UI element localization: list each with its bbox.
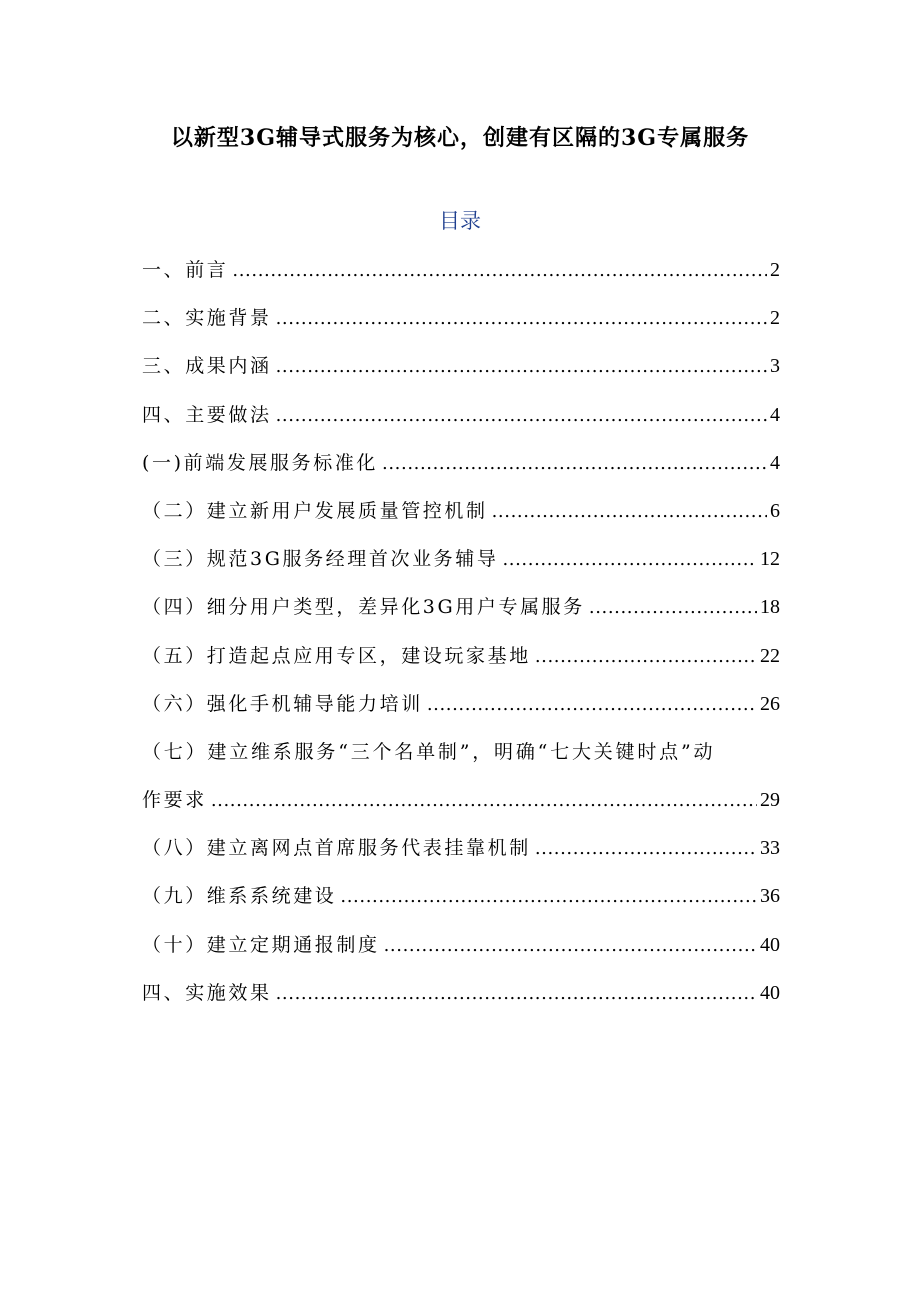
toc-entry-label: 作要求 (142, 789, 207, 812)
toc-entry-sub-6[interactable] (142, 684, 780, 732)
toc-entry-page: 2 (770, 307, 780, 330)
toc-leader-dots (232, 251, 767, 291)
toc-entry-label: 一、前言 (142, 259, 229, 281)
toc-entry-page: 18 (760, 596, 780, 619)
toc-entry-sub-2[interactable] (142, 491, 780, 539)
toc-entry-label: （五）打造起点应用专区，建设玩家基地 (142, 644, 531, 667)
toc-entry-page: 4 (770, 403, 780, 426)
toc-heading: 目录 (439, 209, 481, 233)
toc-leader-dots (384, 926, 757, 966)
toc-entry-page: 36 (760, 885, 780, 908)
toc-entry-main-practices[interactable] (142, 395, 780, 443)
toc-entry-label: (一)前端发展服务标准化 (142, 451, 379, 474)
toc-entry-label: （九）维系系统建设 (142, 885, 337, 908)
toc-entry-connotation[interactable] (142, 346, 780, 394)
toc-leader-dots (276, 299, 767, 339)
toc-entry-label: （四）细分用户类型，差异化3G用户专属服务 (142, 596, 585, 619)
toc-entry-label: （七）建立维系服务“三个名单制”，明确“七大关键时点”动 (142, 740, 716, 763)
toc-entry-sub-7-line2[interactable] (142, 780, 780, 828)
toc-entry-page: 3 (770, 355, 780, 378)
toc-leader-dots (276, 974, 757, 1014)
toc-leader-dots (589, 588, 757, 628)
toc-leader-dots (427, 685, 757, 725)
document-title: 以新型3G辅导式服务为核心，创建有区隔的3G专属服务 (170, 125, 750, 151)
toc-entry-page: 22 (760, 644, 780, 667)
toc-entry-label: 四、实施效果 (142, 981, 272, 1004)
toc-entry-label: （三）规范3G服务经理首次业务辅导 (142, 548, 499, 571)
toc-entry-preface[interactable] (142, 250, 780, 298)
toc-entry-sub-8[interactable] (142, 828, 780, 876)
toc-entry-label: 二、实施背景 (142, 307, 272, 330)
toc-entry-page: 2 (770, 259, 780, 281)
toc-leader-dots (502, 540, 757, 580)
toc-entry-label: （十）建立定期通报制度 (142, 933, 380, 956)
toc-entry-sub-9[interactable] (142, 876, 780, 924)
toc-entry-sub-5[interactable] (142, 636, 780, 684)
toc-leader-dots (535, 637, 757, 677)
toc-entry-page: 40 (760, 981, 780, 1004)
toc-entry-page: 26 (760, 692, 780, 715)
toc-entry-results[interactable] (142, 973, 780, 1021)
toc-entry-page: 29 (760, 789, 780, 812)
toc-entry-label: （八）建立离网点首席服务代表挂靠机制 (142, 837, 531, 860)
toc-entry-page: 6 (770, 499, 780, 522)
toc-leader-dots (382, 444, 767, 484)
toc-entry-sub-1[interactable] (142, 443, 780, 491)
toc-entry-page: 12 (760, 548, 780, 571)
toc-leader-dots (535, 829, 757, 869)
toc-entry-page: 33 (760, 837, 780, 860)
toc-entry-page: 4 (770, 451, 780, 474)
toc-entry-sub-7-line1[interactable] (142, 732, 780, 780)
toc-leader-dots (211, 781, 757, 821)
toc-entry-label: （二）建立新用户发展质量管控机制 (142, 499, 488, 522)
toc-entry-page: 40 (760, 933, 780, 956)
toc-leader-dots (340, 877, 757, 917)
toc-entry-sub-3[interactable] (142, 539, 780, 587)
toc-entry-sub-4[interactable] (142, 587, 780, 635)
toc-entry-background[interactable] (142, 298, 780, 346)
toc-entry-label: 三、成果内涵 (142, 355, 272, 378)
toc-leader-dots (492, 492, 767, 532)
toc-entry-label: 四、主要做法 (142, 403, 272, 426)
toc-entry-label: （六）强化手机辅导能力培训 (142, 692, 423, 715)
toc-leader-dots (276, 396, 767, 436)
toc-entry-sub-10[interactable] (142, 925, 780, 973)
toc-leader-dots (276, 347, 767, 387)
table-of-contents (142, 250, 780, 1021)
